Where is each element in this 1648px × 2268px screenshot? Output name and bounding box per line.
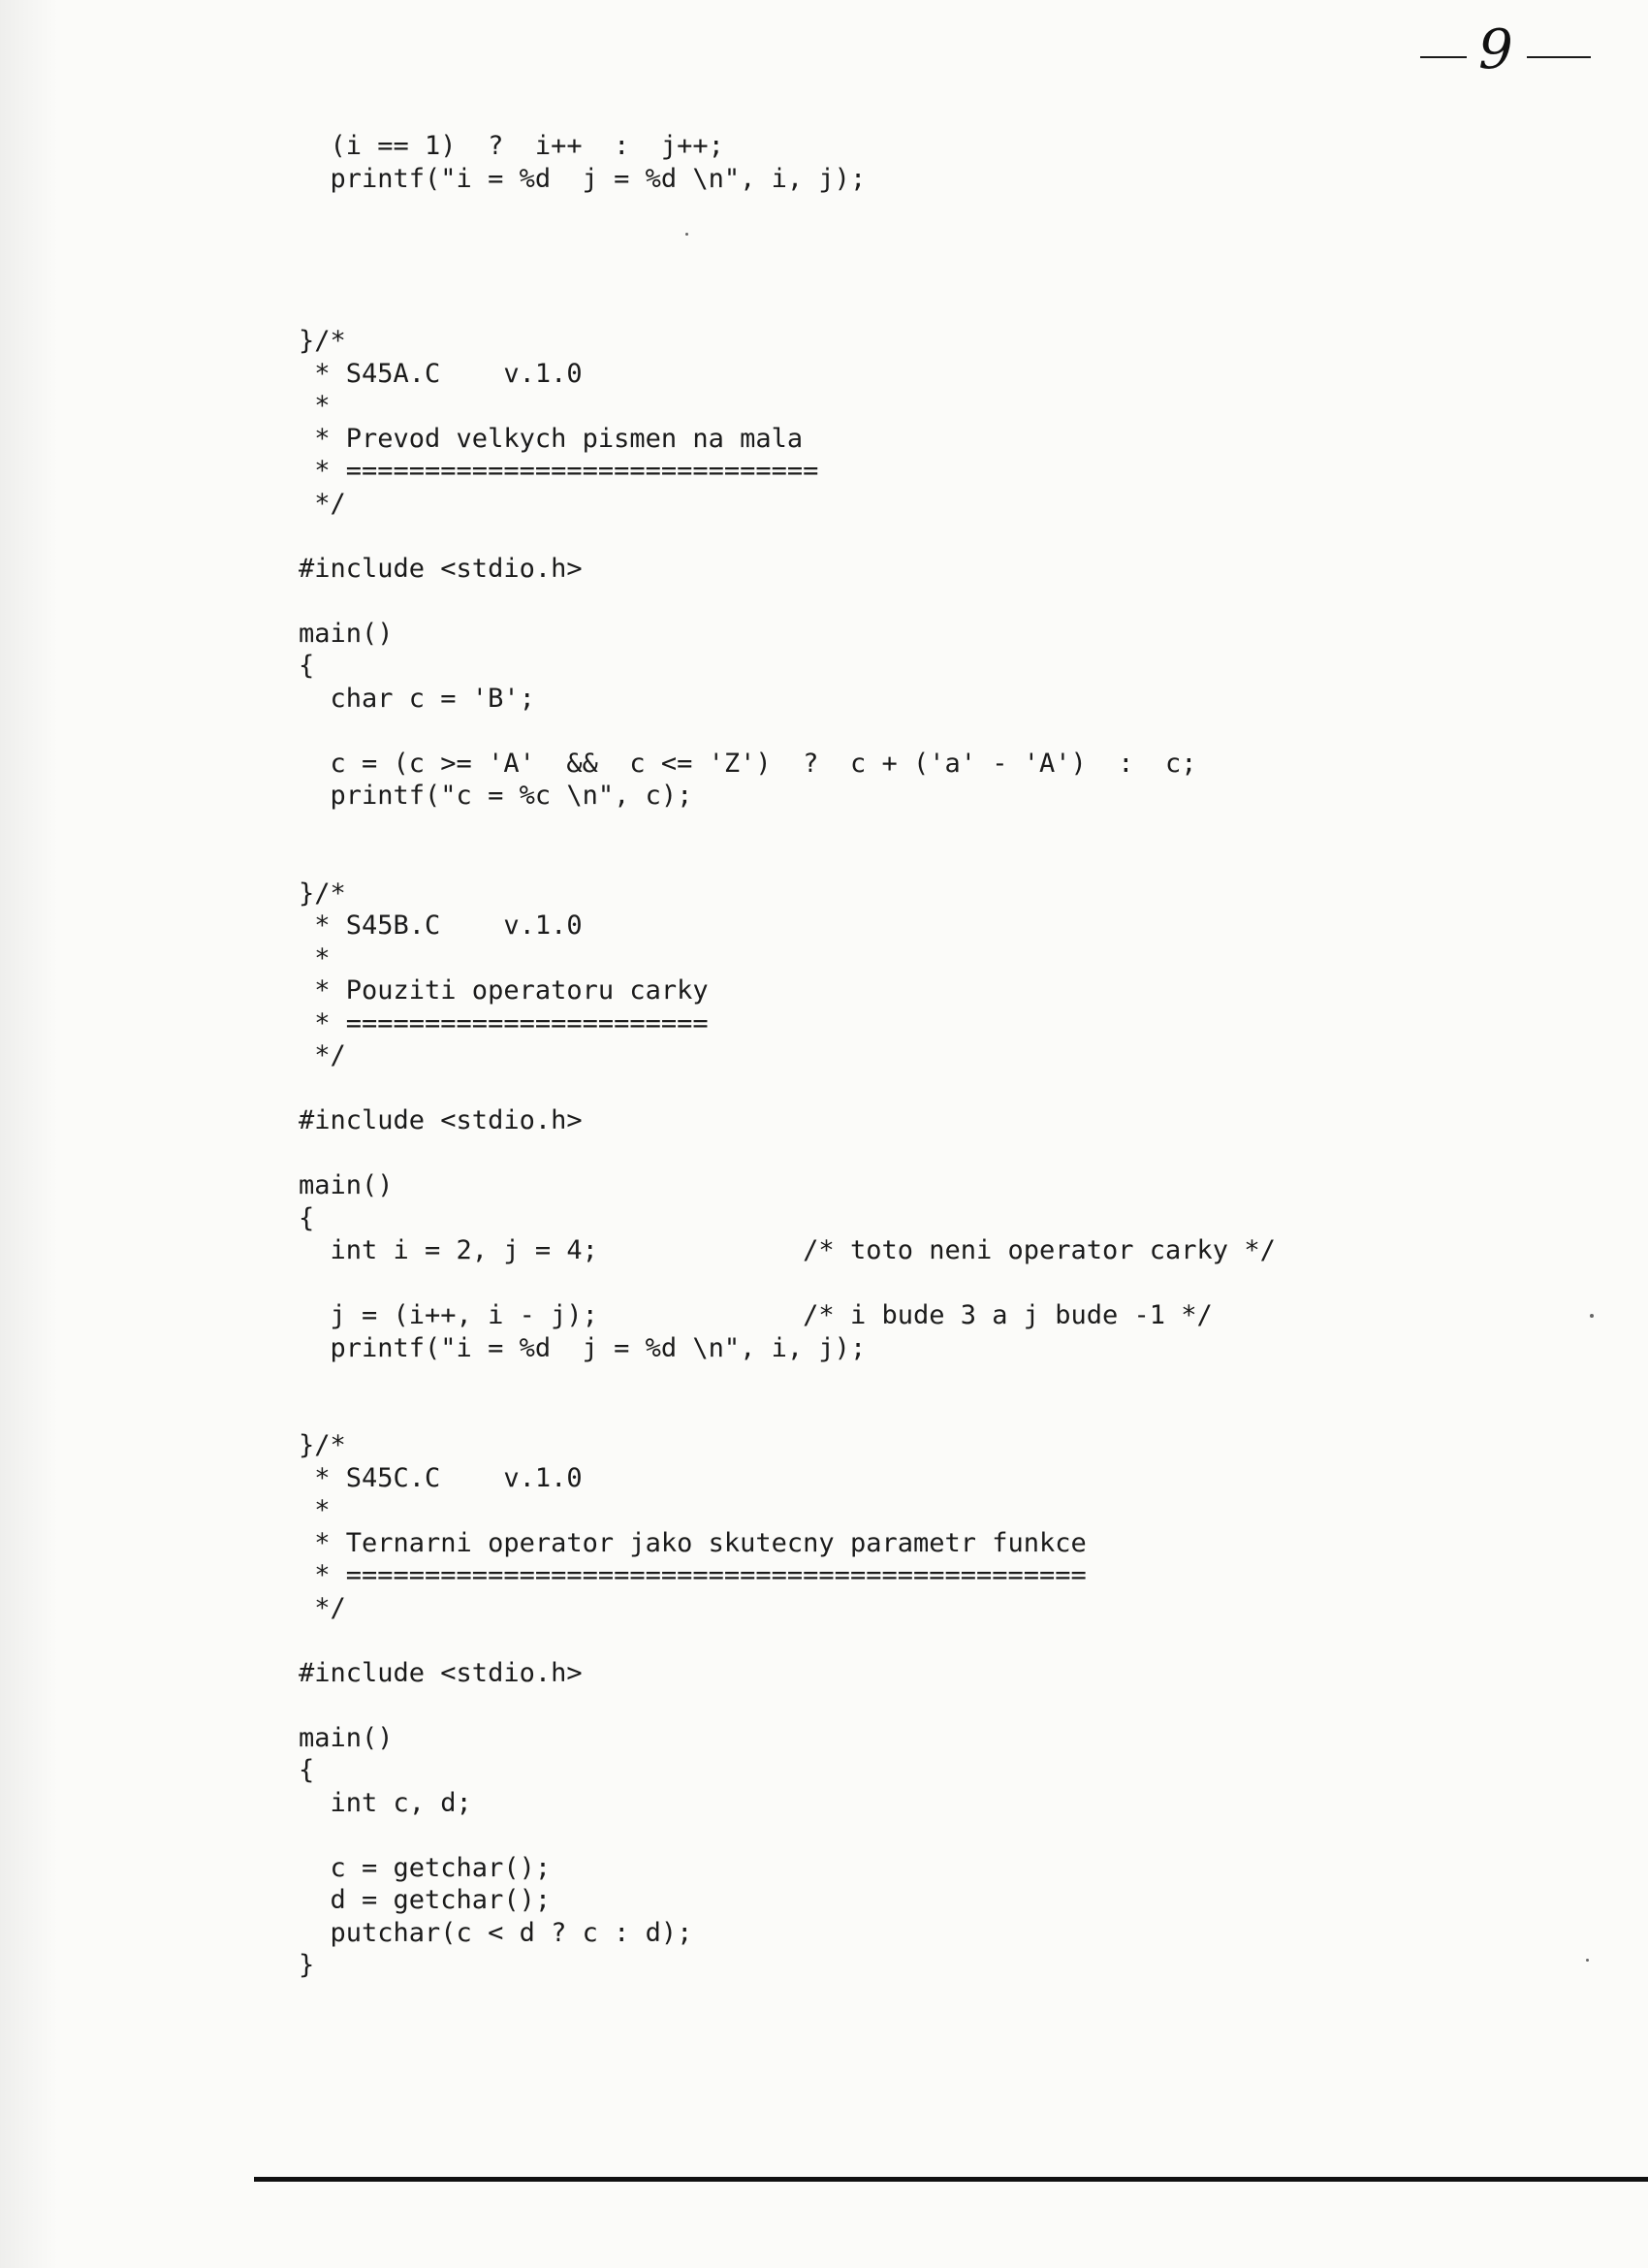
- code-line: j = (i++, i - j); /* i bude 3 a j bude -1 */: [299, 1300, 1213, 1330]
- code-line: printf("i = %d j = %d \n", i, j);: [299, 1332, 867, 1363]
- code-line: int i = 2, j = 4; /* toto neni operator carky */: [299, 1235, 1276, 1265]
- code-line: }/*: [299, 326, 346, 356]
- scan-speck: [1586, 1959, 1589, 1962]
- code-line: [299, 1819, 1276, 1852]
- code-line: [299, 228, 1276, 261]
- page-number-rule-right: [1527, 56, 1591, 58]
- code-line: [299, 1364, 1276, 1397]
- code-line: [299, 1267, 1276, 1300]
- code-listing: [299, 130, 1276, 1982]
- code-line: [299, 260, 1276, 293]
- code-line: */: [299, 1592, 346, 1623]
- page-edge-shadow: [0, 0, 58, 2268]
- code-line: #include <stdio.h>: [299, 1657, 583, 1688]
- code-line: [299, 585, 1276, 618]
- code-line: [299, 1137, 1276, 1170]
- code-line: * =======================: [299, 1007, 709, 1038]
- code-line: [299, 195, 1276, 228]
- code-line: }/*: [299, 1430, 346, 1460]
- code-line: }: [299, 1950, 315, 1980]
- code-line: [299, 845, 1276, 878]
- code-line: main(): [299, 1722, 394, 1753]
- code-line: * S45C.C v.1.0: [299, 1462, 583, 1493]
- scan-speck: [1590, 1314, 1594, 1318]
- bottom-rule: [254, 2177, 1648, 2182]
- code-line: [299, 1689, 1276, 1722]
- code-line: printf("i = %d j = %d \n", i, j);: [299, 163, 867, 194]
- code-line: * S45B.C v.1.0: [299, 910, 583, 941]
- code-line: *: [299, 942, 331, 974]
- page-number-rule-left: [1420, 56, 1467, 58]
- code-line: #include <stdio.h>: [299, 553, 583, 584]
- code-line: }/*: [299, 878, 346, 909]
- code-line: */: [299, 488, 346, 519]
- code-line: [299, 1397, 1276, 1430]
- code-line: int c, d;: [299, 1787, 472, 1818]
- code-line: */: [299, 1040, 346, 1070]
- code-line: * ===============================================: [299, 1560, 1087, 1590]
- code-line: * S45A.C v.1.0: [299, 358, 583, 389]
- code-line: *: [299, 1495, 331, 1525]
- code-line: {: [299, 1755, 315, 1785]
- scan-speck: [685, 233, 688, 236]
- code-line: [299, 520, 1276, 553]
- code-line: d = getchar();: [299, 1885, 552, 1915]
- code-line: main(): [299, 1170, 394, 1200]
- code-line: [299, 1624, 1276, 1657]
- code-line: char c = 'B';: [299, 683, 535, 714]
- code-line: [299, 813, 1276, 846]
- code-line: {: [299, 1202, 315, 1233]
- code-line: main(): [299, 618, 394, 649]
- code-line: printf("c = %c \n", c);: [299, 781, 693, 811]
- code-line: *: [299, 391, 331, 421]
- code-line: {: [299, 651, 315, 681]
- code-line: c = getchar();: [299, 1852, 552, 1883]
- code-line: c = (c >= 'A' && c <= 'Z') ? c + ('a' - 'A') : c;: [299, 748, 1197, 779]
- code-line: #include <stdio.h>: [299, 1105, 583, 1135]
- code-line: [299, 1072, 1276, 1105]
- code-line: * Ternarni operator jako skutecny parametr funkce: [299, 1527, 1087, 1558]
- code-line: [299, 715, 1276, 748]
- code-line: * ==============================: [299, 456, 819, 486]
- code-line: putchar(c < d ? c : d);: [299, 1917, 693, 1948]
- code-line: * Prevod velkych pismen na mala: [299, 423, 804, 454]
- code-line: * Pouziti operatoru carky: [299, 975, 709, 1006]
- code-line: [299, 293, 1276, 326]
- code-line: (i == 1) ? i++ : j++;: [299, 131, 724, 161]
- page-number: 9: [1478, 18, 1513, 81]
